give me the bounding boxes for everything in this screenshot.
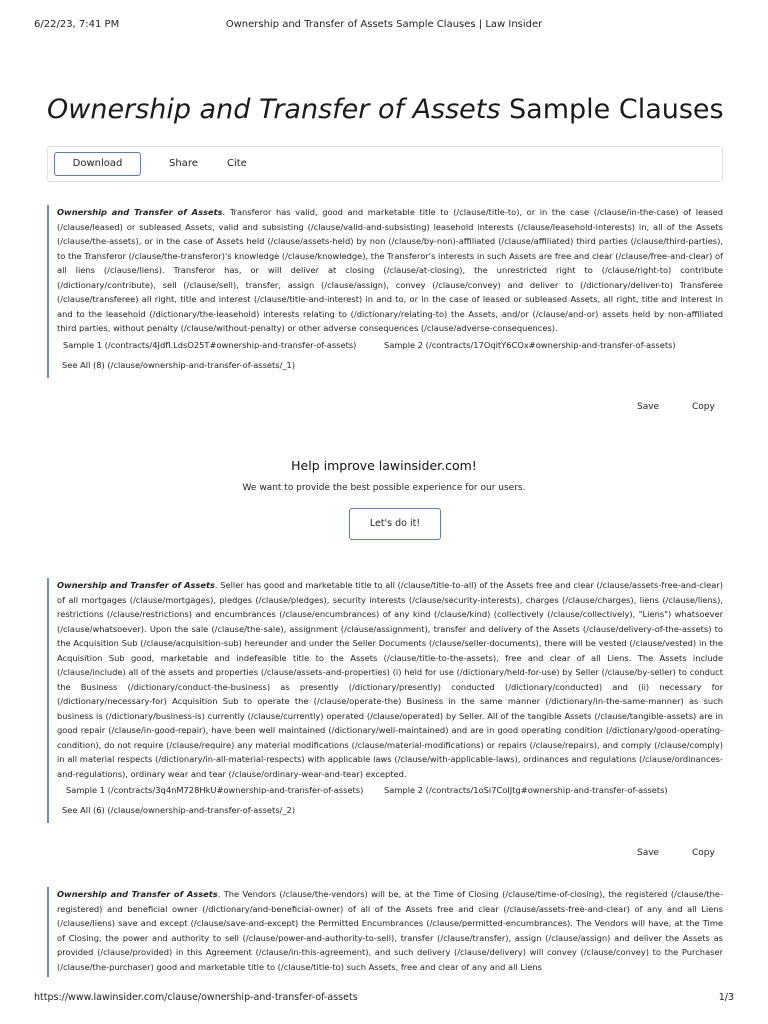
share-button[interactable]: Share bbox=[169, 158, 198, 169]
sample-2-link[interactable]: Sample 2 (/contracts/1oSi7CoIJtg#ownership-and-transfer-of-assets) bbox=[384, 785, 668, 795]
download-button[interactable]: Download bbox=[54, 152, 141, 176]
sample-1-link[interactable]: Sample 1 (/contracts/4Jdfl.LdsO25T#ownership-and-transfer-of-assets) bbox=[63, 339, 357, 350]
page-title bbox=[47, 94, 724, 125]
clause-card bbox=[47, 887, 723, 977]
see-all-link[interactable]: See All (6) (/clause/ownership-and-transfer-of-assets/_2) bbox=[62, 805, 296, 815]
clause-card bbox=[47, 578, 723, 823]
clause-body: . The Vendors (/clause/the-vendors) will be, at the Time of Closing (/clause/time-of-closing), the registered (/clause/the-registered) and beneficial owner (/dictionary/and-beneficial-owner) of all of the Assets free and clear (/clause/assets-free-and-clear) of any and all Liens (/clause/liens) save and except (/clause/save-and-except) the Permitted Encumbrances (/clause/permitted-encumbrances). The Vendors will have, at the Time of Closing, the power and authority to sell (/clause/power-and-authority-to-sell), transfer (/clause/transfer), assign (/clause/assign) and deliver the Assets as provided (/clause/provided) in this Agreement (/clause/in-this-agreement), and such delivery (/clause/delivery) will convey (/clause/convey) to the Purchaser (/clause/the-purchaser) good and marketable title to (/clause/title-to) such Assets, free and clear of any and all Liens bbox=[57, 889, 723, 972]
clause-body: . Transferor has valid, good and marketable title to (/clause/title-to), or in the case (/clause/in-the-case) of leased (/clause/leased) or subleased Assets, valid and subsisting (/clause/valid-and-subsisting) leasehold interests (/clause/leasehold-interests) in, all of the Assets (/clause/the-assets), or in the case of Assets held (/clause/assets-held) by non (/clause/by-non)-affiliated (/clause/affiliated) third parties (/clause/third-parties), to the Transferor (/clause/the-transferor)'s knowledge (/clause/knowledge), the Transferor's interests in such Assets are free and clear (/clause/free-and-clear) of all liens (/clause/liens). Transferor has, or will deliver at closing (/clause/at-closing), the unrestricted right to (/clause/right-to) contribute (/dictionary/contribute), sell (/clause/sell), transfer, assign (/clause/assign), convey (/clause/convey) and deliver to (/dictionary/deliver-to) Transferee (/clause/transferee) all right, title and interest (/clause/title-and-interest) in and to, or in the case of leased or subleased Assets, all right, title and interest in and to the leasehold (/dictionary/the-leasehold) interests relating to (/dictionary/relating-to) the Assets, and/or (/clause/and-or) assets held by non-affiliated third parties, without penalty (/clause/without-penalty) or other adverse consequences (/clause/adverse-consequences). bbox=[57, 207, 723, 333]
page-title-rest: Sample Clauses bbox=[500, 94, 724, 125]
clause-toolbar bbox=[47, 146, 723, 182]
sample-2-link[interactable]: Sample 2 (/contracts/17OqitY6COx#ownership-and-transfer-of-assets) bbox=[384, 339, 676, 350]
see-all-row bbox=[57, 360, 723, 378]
see-all-link[interactable]: See All (8) (/clause/ownership-and-transfer-of-assets/_1) bbox=[62, 359, 296, 370]
feedback-cta-button[interactable]: Let's do it! bbox=[349, 508, 441, 540]
clause-lead: Ownership and Transfer of Assets bbox=[57, 889, 218, 899]
clause-actions bbox=[47, 402, 723, 418]
clause-card bbox=[47, 205, 723, 378]
print-page-number: 1/3 bbox=[718, 992, 734, 1003]
copy-button[interactable]: Copy bbox=[692, 848, 715, 858]
print-timestamp: 6/22/23, 7:41 PM bbox=[34, 19, 120, 30]
save-button[interactable]: Save bbox=[637, 848, 660, 858]
sample-1-link[interactable]: Sample 1 (/contracts/3q4nM728HkU#ownership-and-transfer-of-assets) bbox=[66, 785, 364, 795]
feedback-heading: Help improve lawinsider.com! bbox=[291, 458, 477, 473]
clause-lead: Ownership and Transfer of Assets bbox=[57, 580, 215, 590]
print-page-title: Ownership and Transfer of Assets Sample Clauses | Law Insider bbox=[225, 19, 543, 30]
see-all-row bbox=[57, 805, 723, 823]
page-title-italic: Ownership and Transfer of Assets bbox=[47, 94, 501, 125]
sample-links bbox=[57, 340, 723, 360]
feedback-banner bbox=[0, 458, 768, 529]
clause-actions bbox=[47, 848, 723, 864]
feedback-subtext: We want to provide the best possible experience for our users. bbox=[242, 483, 526, 493]
copy-button[interactable]: Copy bbox=[692, 402, 715, 412]
clause-text bbox=[57, 887, 723, 974]
sample-links bbox=[57, 785, 723, 805]
save-button[interactable]: Save bbox=[637, 402, 660, 412]
cite-button[interactable]: Cite bbox=[227, 158, 247, 169]
clause-text bbox=[57, 578, 723, 781]
clause-body: . Seller has good and marketable title to all (/clause/title-to-all) of the Assets free and clear (/clause/assets-free-and-clear) of all mortgages (/clause/mortgages), pledges (/clause/pledges), security interests (/clause/security-interests), charges (/clause/charges), liens (/clause/liens), restrictions (/clause/restrictions) and encumbrances (/clause/encumbrances) of any kind (/clause/kind) (collectively (/clause/collectively), "Liens") whatsoever (/clause/whatsoever). Upon the sale (/clause/the-sale), assignment (/clause/assignment), transfer and delivery of the Assets (/clause/delivery-of-the-assets) to the Acquisition Sub (/clause/acquisition-sub) hereunder and under the Seller Documents (/clause/seller-documents), there will be vested (/clause/vested) in the Acquisition Sub good, marketable and indefeasible title to the Assets (/clause/title-to-the-assets), free and clear of all Liens. The Assets include (/clause/include) all of the assets and properties (/clause/assets-and-properties) (i) held for use (/dictionary/held-for-use) by Seller (/clause/by-seller) to conduct the Business (/dictionary/conduct-the-business) as presently (/dictionary/presently) conducted (/dictionary/conducted) and (ii) necessary for (/dictionary/necessary-for) Acquisition Sub to operate the (/clause/operate-the) Business in the same manner (/dictionary/in-the-same-manner) as such business is (/dictionary/business-is) currently (/clause/currently) operated (/clause/operated) by Seller. All of the tangible Assets (/clause/tangible-assets) are in good repair (/clause/in-good-repair), have been well maintained (/dictionary/well-maintained) and are in good operating condition (/dictionary/good-operating-condition), do not require (/clause/require) any material modifications (/clause/material-modifications) or repairs (/clause/repairs), and comply (/clause/comply) in all material respects (/dictionary/in-all-material-respects) with applicable laws (/clause/with-applicable-laws), ordinances and regulations (/clause/ordinances-and-regulations), ordinary wear and tear (/clause/ordinary-wear-and-tear) excepted. bbox=[57, 580, 723, 779]
clause-text bbox=[57, 205, 723, 336]
print-url: https://www.lawinsider.com/clause/ownership-and-transfer-of-assets bbox=[34, 992, 358, 1003]
clause-lead: Ownership and Transfer of Assets bbox=[57, 207, 223, 217]
print-header bbox=[0, 0, 768, 40]
